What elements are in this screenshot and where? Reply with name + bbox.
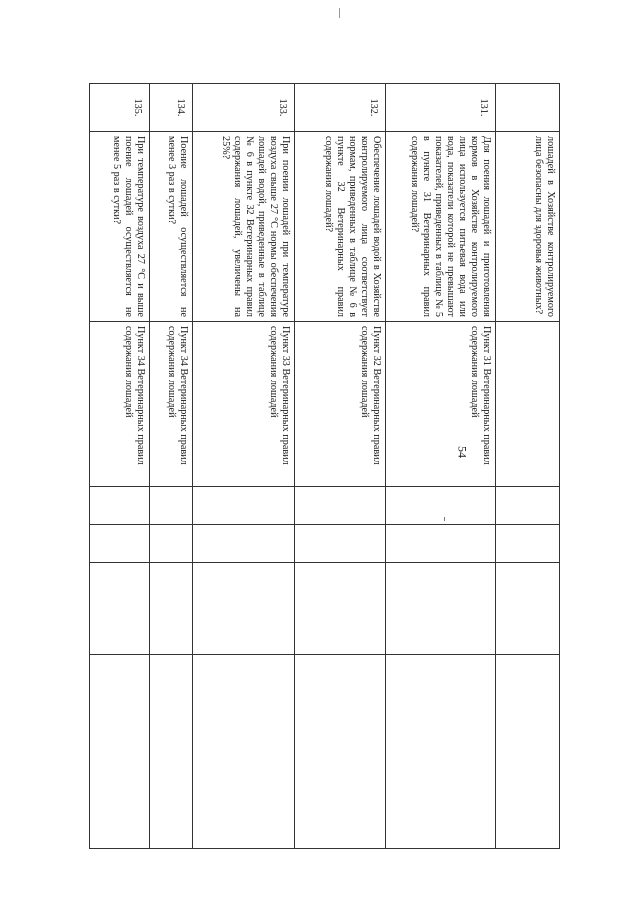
answer-no-cell	[496, 525, 560, 563]
notes-cell	[90, 655, 150, 849]
not-applicable-cell	[496, 563, 560, 655]
row-number: 134.	[150, 84, 193, 132]
answer-no-cell	[150, 525, 193, 563]
page-number: 54	[455, 446, 470, 458]
answer-yes-cell	[193, 487, 295, 525]
notes-cell	[386, 655, 496, 849]
table-row	[193, 84, 295, 849]
row-question: Поение лошадей осуществляется не менее 3 раз в сутки?	[150, 132, 193, 322]
answer-no-cell	[386, 525, 496, 563]
rotated-table-container	[90, 83, 560, 848]
row-reference: Пункт 32 Ветеринарных правил содержания лошадей	[295, 322, 386, 487]
not-applicable-cell	[90, 563, 150, 655]
row-reference: Пункт 34 Ветеринарных правил содержания лошадей	[150, 322, 193, 487]
scan-edge-mark	[339, 8, 340, 18]
notes-cell	[150, 655, 193, 849]
not-applicable-cell	[386, 563, 496, 655]
not-applicable-cell	[193, 563, 295, 655]
row-reference	[496, 322, 560, 487]
answer-no-cell	[90, 525, 150, 563]
notes-cell	[295, 655, 386, 849]
table-row	[496, 84, 560, 849]
row-number: 131.	[386, 84, 496, 132]
answer-yes-cell	[496, 487, 560, 525]
row-number: 133.	[193, 84, 295, 132]
row-question: При температуре воздуха 27 °С и выше поение лошадей осуществляется не менее 5 раз в сутки?	[90, 132, 150, 322]
row-reference: Пункт 34 Ветеринарных правил содержания лошадей	[90, 322, 150, 487]
row-question: Обеспечение лошадей водой в Хозяйстве контролируемого лица соответствует нормам, приведенных в таблице № 6 в пункте 32 Ветеринарных правил содержания лошадей?	[295, 132, 386, 322]
row-number	[496, 84, 560, 132]
row-question: При поении лошадей при температуре воздуха свыше 27 °С нормы обеспечения лошадей водой, приведенные в таблице № 6 в пункте 32 Ветеринарных правил содержания лошадей, увеличены на 25%?	[193, 132, 295, 322]
row-question: Для поения лошадей и приготовления кормов в Хозяйстве контролируемого лица используется питьевая вода или вода, показатели которой не превышают показателей, приведенных в таблице № 5 в пункте 31 Ветеринарных правил содержания лошадей?	[386, 132, 496, 322]
answer-yes-cell	[295, 487, 386, 525]
checklist-table	[89, 83, 560, 849]
row-number: 132.	[295, 84, 386, 132]
not-applicable-cell	[150, 563, 193, 655]
row-reference: Пункт 31 Ветеринарных правил содержания лошадей	[386, 322, 496, 487]
answer-no-cell	[295, 525, 386, 563]
table-row	[386, 84, 496, 849]
answer-no-cell	[193, 525, 295, 563]
table-row	[150, 84, 193, 849]
row-question: лошадей в Хозяйстве контролируемого лица безопасны для здоровья животных?	[496, 132, 560, 322]
notes-cell	[496, 655, 560, 849]
notes-cell	[193, 655, 295, 849]
answer-yes-cell	[386, 487, 496, 525]
answer-yes-cell	[150, 487, 193, 525]
table-row	[90, 84, 150, 849]
row-reference: Пункт 33 Ветеринарных правил содержания лошадей	[193, 322, 295, 487]
answer-yes-cell	[90, 487, 150, 525]
not-applicable-cell	[295, 563, 386, 655]
table-row	[295, 84, 386, 849]
row-number: 135.	[90, 84, 150, 132]
